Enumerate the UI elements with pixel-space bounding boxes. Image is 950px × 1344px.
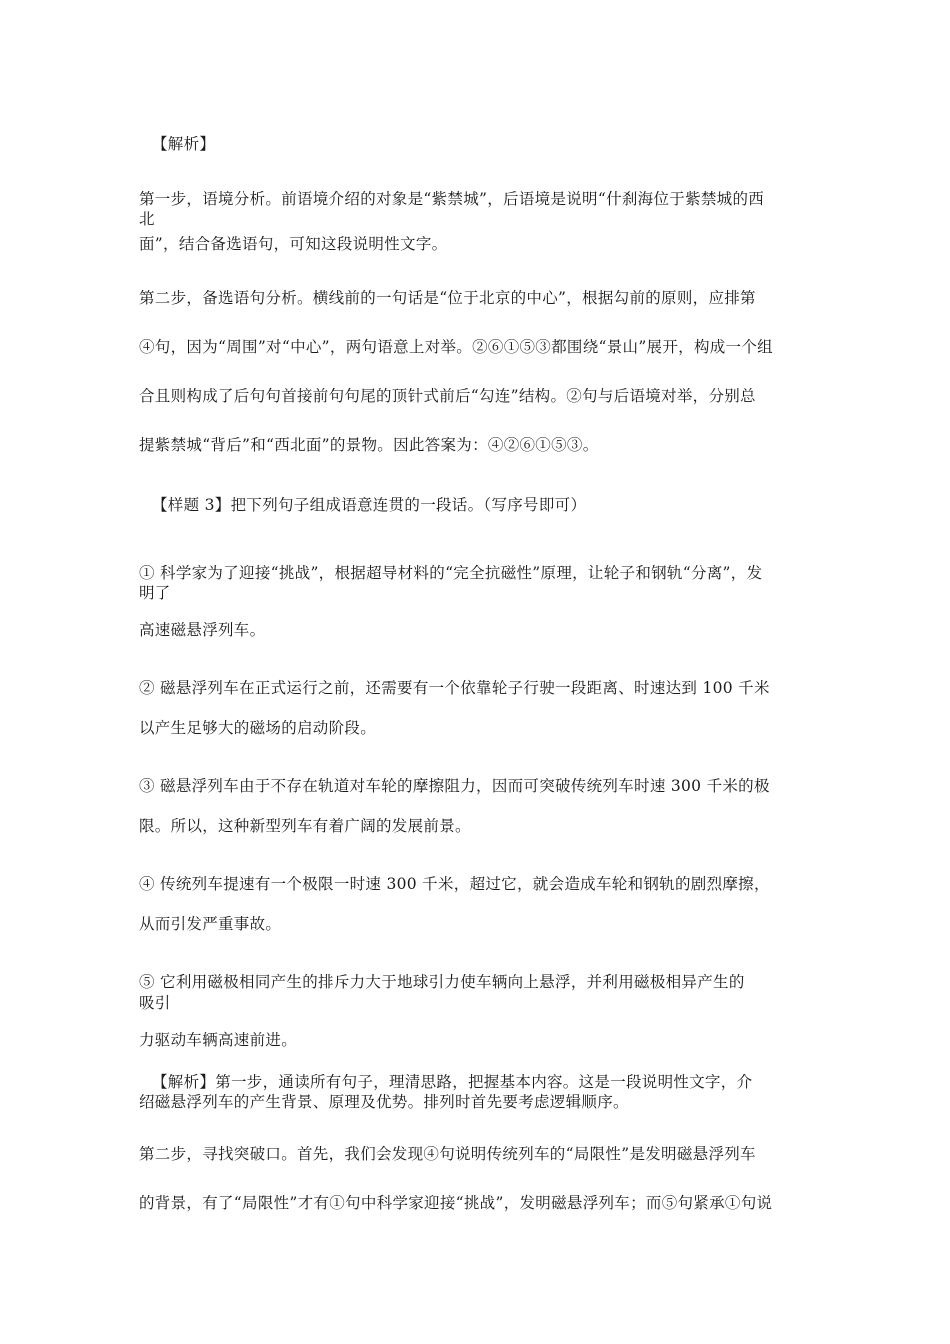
analysis-step2-line1: 第二步，备选语句分析。横线前的一句话是“位于北京的中心”，根据勾前的原则，应排第 [139, 289, 756, 307]
analysis-step1-line2: 北 [139, 210, 155, 228]
sentence5-line1: ⑤ 它利用磁极相同产生的排斥力大于地球引力使车辆向上悬浮，并利用磁极相异产生的 [139, 973, 745, 991]
analysis2-step2-line2: 的背景，有了“局限性”才有①句中科学家迎接“挑战”，发明磁悬浮列车；而⑤句紧承①句说 [139, 1194, 773, 1212]
sentence4-line1: ④ 传统列车提速有一个极限一时速 300 千米，超过它，就会造成车轮和钢轨的剧烈摩擦， [139, 875, 770, 893]
analysis-step2-line4: 提紫禁城“背后”和“西北面”的景物。因此答案为：④②⑥①⑤③。 [139, 436, 599, 454]
sentence2-line2: 以产生足够大的磁场的启动阶段。 [139, 719, 377, 737]
sentence1-line1: ① 科学家为了迎接“挑战”，根据超导材料的“完全抗磁性”原理，让轮子和钢轨“分离”，发 [139, 564, 763, 582]
analysis-step2-line3: 合且则构成了后句句首接前句句尾的顶针式前后“勾连”结构。②句与后语境对举，分别总 [139, 387, 756, 405]
sentence5-line2: 吸引 [139, 994, 171, 1012]
sentence2-line1: ② 磁悬浮列车在正式运行之前，还需要有一个依靠轮子行驶一段距离、时速达到 100 千米 [139, 679, 770, 697]
analysis-step2-line2: ④句，因为“周围”对“中心”，两句语意上对举。②⑥①⑤③都围绕“景山”展开，构成一个组 [139, 338, 773, 356]
sentence1-line3: 高速磁悬浮列车。 [139, 621, 266, 639]
sentence5-line3: 力驱动车辆高速前进。 [139, 1031, 298, 1049]
analysis2-step2-line1: 第二步，寻找突破口。首先，我们会发现④句说明传统列车的“局限性”是发明磁悬浮列车 [139, 1145, 756, 1163]
analysis-heading: 【解析】 [152, 135, 216, 153]
sentence1-line2: 明了 [139, 584, 171, 602]
sample3-title: 【样题 3】把下列句子组成语意连贯的一段话。（写序号即可） [152, 496, 587, 514]
sentence3-line1: ③ 磁悬浮列车由于不存在轨道对车轮的摩擦阻力，因而可突破传统列车时速 300 千米的极 [139, 777, 770, 795]
analysis2-line2: 绍磁悬浮列车的产生背景、原理及优势。排列时首先要考虑逻辑顺序。 [139, 1093, 629, 1111]
sentence3-line2: 限。所以，这种新型列车有着广阔的发展前景。 [139, 817, 471, 835]
analysis2-line1: 【解析】第一步，通读所有句子，理清思路，把握基本内容。这是一段说明性文字，介 [152, 1073, 753, 1091]
sentence4-line2: 从而引发严重事故。 [139, 915, 282, 933]
analysis-step1-line3: 面”，结合备选语句，可知这段说明性文字。 [139, 235, 448, 253]
analysis-step1-line1: 第一步，语境分析。前语境介绍的对象是“紫禁城”，后语境是说明“什刹海位于紫禁城的西 [139, 190, 765, 208]
